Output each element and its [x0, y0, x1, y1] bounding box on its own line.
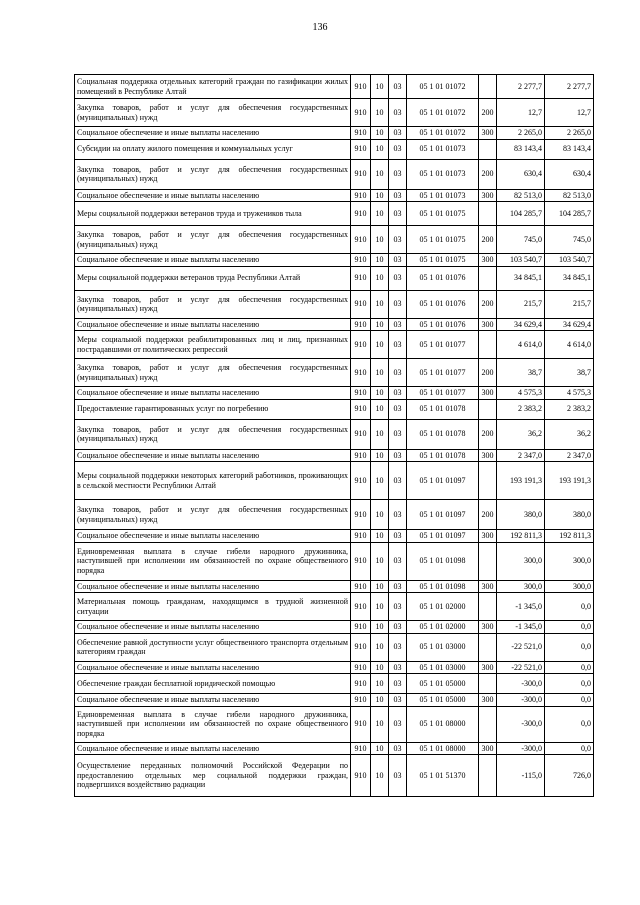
- table-row: [75, 633, 594, 661]
- row-amount-1-cell: 82 513,0: [497, 189, 545, 202]
- row-grbs-cell: 910: [351, 331, 371, 359]
- row-expense-type-cell: 200: [479, 226, 497, 254]
- row-amount-2-cell: 0,0: [545, 706, 594, 742]
- row-amount-1-cell: 2 265,0: [497, 127, 545, 140]
- row-grbs-cell: 910: [351, 706, 371, 742]
- row-subsection-cell: 03: [389, 661, 407, 674]
- row-expense-type-cell: [479, 399, 497, 419]
- row-section-cell: 10: [371, 633, 389, 661]
- row-grbs-cell: 910: [351, 674, 371, 694]
- table-row: [75, 127, 594, 140]
- budget-table-body: [75, 75, 594, 797]
- row-amount-1-cell: 380,0: [497, 500, 545, 530]
- row-section-cell: 10: [371, 226, 389, 254]
- row-expense-type-cell: [479, 139, 497, 159]
- row-name-cell: Обеспечение равной доступности услуг общественного транспорта отдельным категориям граждан: [75, 633, 351, 661]
- row-grbs-cell: 910: [351, 99, 371, 127]
- row-amount-2-cell: 2 347,0: [545, 449, 594, 462]
- row-target-article-cell: 05 1 01 01078: [407, 419, 479, 449]
- table-row: [75, 449, 594, 462]
- row-section-cell: 10: [371, 254, 389, 267]
- row-subsection-cell: 03: [389, 139, 407, 159]
- row-amount-2-cell: 83 143,4: [545, 139, 594, 159]
- row-target-article-cell: 05 1 01 01072: [407, 99, 479, 127]
- row-subsection-cell: 03: [389, 542, 407, 580]
- row-amount-1-cell: 215,7: [497, 290, 545, 318]
- table-row: [75, 139, 594, 159]
- row-name-cell: Осуществление переданных полномочий Российской Федерации по предоставлению отдельных мер социальной поддержки граждан, подвергшихся воздействию радиации: [75, 755, 351, 797]
- row-amount-1-cell: 34 629,4: [497, 318, 545, 331]
- table-row: [75, 202, 594, 226]
- row-section-cell: 10: [371, 202, 389, 226]
- row-name-cell: Социальное обеспечение и иные выплаты населению: [75, 621, 351, 634]
- row-subsection-cell: 03: [389, 331, 407, 359]
- row-amount-1-cell: -300,0: [497, 674, 545, 694]
- row-target-article-cell: 05 1 01 01076: [407, 266, 479, 290]
- row-target-article-cell: 05 1 01 08000: [407, 706, 479, 742]
- row-section-cell: 10: [371, 500, 389, 530]
- row-amount-2-cell: 34 629,4: [545, 318, 594, 331]
- row-section-cell: 10: [371, 266, 389, 290]
- row-grbs-cell: 910: [351, 254, 371, 267]
- row-expense-type-cell: [479, 331, 497, 359]
- table-row: [75, 419, 594, 449]
- row-target-article-cell: 05 1 01 05000: [407, 694, 479, 707]
- row-amount-2-cell: 34 845,1: [545, 266, 594, 290]
- row-subsection-cell: 03: [389, 189, 407, 202]
- row-name-cell: Субсидии на оплату жилого помещения и коммунальных услуг: [75, 139, 351, 159]
- row-expense-type-cell: 200: [479, 419, 497, 449]
- row-section-cell: 10: [371, 530, 389, 543]
- row-amount-1-cell: 300,0: [497, 542, 545, 580]
- table-row: [75, 755, 594, 797]
- row-target-article-cell: 05 1 01 01073: [407, 189, 479, 202]
- row-amount-1-cell: 104 285,7: [497, 202, 545, 226]
- row-subsection-cell: 03: [389, 742, 407, 755]
- row-amount-1-cell: 2 277,7: [497, 75, 545, 99]
- row-expense-type-cell: [479, 755, 497, 797]
- row-target-article-cell: 05 1 01 02000: [407, 593, 479, 621]
- row-expense-type-cell: [479, 75, 497, 99]
- row-section-cell: 10: [371, 661, 389, 674]
- row-amount-2-cell: 4 614,0: [545, 331, 594, 359]
- row-name-cell: Социальное обеспечение и иные выплаты населению: [75, 694, 351, 707]
- row-target-article-cell: 05 1 01 01072: [407, 127, 479, 140]
- row-target-article-cell: 05 1 01 01077: [407, 359, 479, 387]
- row-subsection-cell: 03: [389, 621, 407, 634]
- row-grbs-cell: 910: [351, 226, 371, 254]
- row-target-article-cell: 05 1 01 01098: [407, 542, 479, 580]
- row-name-cell: Социальное обеспечение и иные выплаты населению: [75, 449, 351, 462]
- table-row: [75, 530, 594, 543]
- row-amount-1-cell: 83 143,4: [497, 139, 545, 159]
- row-grbs-cell: 910: [351, 419, 371, 449]
- row-grbs-cell: 910: [351, 127, 371, 140]
- row-expense-type-cell: [479, 462, 497, 500]
- row-amount-2-cell: 4 575,3: [545, 387, 594, 400]
- row-target-article-cell: 05 1 01 03000: [407, 633, 479, 661]
- row-amount-1-cell: -300,0: [497, 742, 545, 755]
- row-section-cell: 10: [371, 99, 389, 127]
- row-name-cell: Социальное обеспечение и иные выплаты населению: [75, 580, 351, 593]
- row-expense-type-cell: 300: [479, 694, 497, 707]
- row-amount-2-cell: 630,4: [545, 159, 594, 189]
- row-expense-type-cell: 300: [479, 254, 497, 267]
- row-section-cell: 10: [371, 674, 389, 694]
- row-grbs-cell: 910: [351, 266, 371, 290]
- row-section-cell: 10: [371, 742, 389, 755]
- row-expense-type-cell: 300: [479, 127, 497, 140]
- row-amount-2-cell: 745,0: [545, 226, 594, 254]
- row-name-cell: Материальная помощь гражданам, находящимся в трудной жизненной ситуации: [75, 593, 351, 621]
- row-section-cell: 10: [371, 755, 389, 797]
- row-subsection-cell: 03: [389, 500, 407, 530]
- row-subsection-cell: 03: [389, 290, 407, 318]
- row-grbs-cell: 910: [351, 580, 371, 593]
- row-section-cell: 10: [371, 139, 389, 159]
- page-number: 136: [312, 22, 328, 33]
- table-row: [75, 661, 594, 674]
- row-subsection-cell: 03: [389, 359, 407, 387]
- row-amount-2-cell: 300,0: [545, 542, 594, 580]
- row-amount-1-cell: -300,0: [497, 694, 545, 707]
- table-row: [75, 387, 594, 400]
- row-amount-2-cell: 82 513,0: [545, 189, 594, 202]
- row-amount-1-cell: -300,0: [497, 706, 545, 742]
- table-row: [75, 99, 594, 127]
- row-amount-1-cell: 193 191,3: [497, 462, 545, 500]
- row-amount-1-cell: 34 845,1: [497, 266, 545, 290]
- row-name-cell: Меры социальной поддержки некоторых категорий работников, проживающих в сельской местности Республики Алтай: [75, 462, 351, 500]
- row-section-cell: 10: [371, 694, 389, 707]
- row-subsection-cell: 03: [389, 202, 407, 226]
- row-name-cell: Меры социальной поддержки реабилитированных лиц и лиц, признанных пострадавшими от политических репрессий: [75, 331, 351, 359]
- row-subsection-cell: 03: [389, 75, 407, 99]
- row-amount-2-cell: 0,0: [545, 742, 594, 755]
- table-row: [75, 742, 594, 755]
- row-section-cell: 10: [371, 359, 389, 387]
- row-expense-type-cell: 300: [479, 318, 497, 331]
- row-amount-2-cell: 2 265,0: [545, 127, 594, 140]
- row-subsection-cell: 03: [389, 674, 407, 694]
- row-subsection-cell: 03: [389, 127, 407, 140]
- row-amount-2-cell: 36,2: [545, 419, 594, 449]
- row-name-cell: Закупка товаров, работ и услуг для обеспечения государственных (муниципальных) нужд: [75, 290, 351, 318]
- row-amount-2-cell: 215,7: [545, 290, 594, 318]
- row-name-cell: Единовременная выплата в случае гибели народного дружинника, наступившей при исполнении им обязанностей по охране общественного порядка: [75, 542, 351, 580]
- row-grbs-cell: 910: [351, 500, 371, 530]
- row-name-cell: Социальное обеспечение и иные выплаты населению: [75, 254, 351, 267]
- row-target-article-cell: 05 1 01 01073: [407, 159, 479, 189]
- table-row: [75, 621, 594, 634]
- row-grbs-cell: 910: [351, 742, 371, 755]
- row-target-article-cell: 05 1 01 01097: [407, 462, 479, 500]
- row-amount-1-cell: 4 575,3: [497, 387, 545, 400]
- row-name-cell: Закупка товаров, работ и услуг для обеспечения государственных (муниципальных) нужд: [75, 159, 351, 189]
- row-amount-2-cell: 38,7: [545, 359, 594, 387]
- row-subsection-cell: 03: [389, 462, 407, 500]
- table-row: [75, 706, 594, 742]
- row-expense-type-cell: [479, 202, 497, 226]
- row-grbs-cell: 910: [351, 542, 371, 580]
- row-target-article-cell: 05 1 01 01098: [407, 580, 479, 593]
- row-target-article-cell: 05 1 01 01076: [407, 318, 479, 331]
- row-target-article-cell: 05 1 01 01075: [407, 254, 479, 267]
- row-grbs-cell: 910: [351, 530, 371, 543]
- row-name-cell: Социальное обеспечение и иные выплаты населению: [75, 189, 351, 202]
- row-subsection-cell: 03: [389, 706, 407, 742]
- row-subsection-cell: 03: [389, 633, 407, 661]
- row-amount-1-cell: 2 383,2: [497, 399, 545, 419]
- row-amount-1-cell: -1 345,0: [497, 593, 545, 621]
- row-target-article-cell: 05 1 01 02000: [407, 621, 479, 634]
- table-row: [75, 75, 594, 99]
- row-name-cell: Социальное обеспечение и иные выплаты населению: [75, 387, 351, 400]
- row-amount-1-cell: -22 521,0: [497, 633, 545, 661]
- row-grbs-cell: 910: [351, 159, 371, 189]
- row-grbs-cell: 910: [351, 290, 371, 318]
- row-target-article-cell: 05 1 01 01078: [407, 399, 479, 419]
- row-target-article-cell: 05 1 01 05000: [407, 674, 479, 694]
- row-expense-type-cell: 200: [479, 290, 497, 318]
- row-amount-2-cell: 12,7: [545, 99, 594, 127]
- row-grbs-cell: 910: [351, 462, 371, 500]
- row-target-article-cell: 05 1 01 01073: [407, 139, 479, 159]
- row-expense-type-cell: 300: [479, 621, 497, 634]
- row-amount-2-cell: 0,0: [545, 661, 594, 674]
- row-grbs-cell: 910: [351, 75, 371, 99]
- row-grbs-cell: 910: [351, 661, 371, 674]
- row-amount-1-cell: 12,7: [497, 99, 545, 127]
- row-name-cell: Обеспечение граждан бесплатной юридической помощью: [75, 674, 351, 694]
- row-section-cell: 10: [371, 290, 389, 318]
- row-grbs-cell: 910: [351, 694, 371, 707]
- row-section-cell: 10: [371, 462, 389, 500]
- row-section-cell: 10: [371, 580, 389, 593]
- row-expense-type-cell: 300: [479, 387, 497, 400]
- table-row: [75, 399, 594, 419]
- row-grbs-cell: 910: [351, 755, 371, 797]
- row-amount-1-cell: 36,2: [497, 419, 545, 449]
- row-name-cell: Социальное обеспечение и иные выплаты населению: [75, 127, 351, 140]
- row-target-article-cell: 05 1 01 01076: [407, 290, 479, 318]
- row-expense-type-cell: 300: [479, 530, 497, 543]
- row-section-cell: 10: [371, 159, 389, 189]
- row-amount-2-cell: 193 191,3: [545, 462, 594, 500]
- table-row: [75, 159, 594, 189]
- row-section-cell: 10: [371, 399, 389, 419]
- row-amount-1-cell: 300,0: [497, 580, 545, 593]
- row-amount-1-cell: 2 347,0: [497, 449, 545, 462]
- row-amount-2-cell: 0,0: [545, 674, 594, 694]
- row-name-cell: Закупка товаров, работ и услуг для обеспечения государственных (муниципальных) нужд: [75, 500, 351, 530]
- row-target-article-cell: 05 1 01 01075: [407, 202, 479, 226]
- row-subsection-cell: 03: [389, 530, 407, 543]
- row-expense-type-cell: 300: [479, 580, 497, 593]
- row-amount-2-cell: 192 811,3: [545, 530, 594, 543]
- row-name-cell: Социальное обеспечение и иные выплаты населению: [75, 661, 351, 674]
- table-row: [75, 254, 594, 267]
- row-expense-type-cell: [479, 706, 497, 742]
- row-name-cell: Социальное обеспечение и иные выплаты населению: [75, 742, 351, 755]
- row-subsection-cell: 03: [389, 226, 407, 254]
- table-row: [75, 500, 594, 530]
- row-grbs-cell: 910: [351, 318, 371, 331]
- row-amount-2-cell: 0,0: [545, 621, 594, 634]
- row-subsection-cell: 03: [389, 580, 407, 593]
- row-expense-type-cell: 200: [479, 500, 497, 530]
- row-target-article-cell: 05 1 01 01097: [407, 500, 479, 530]
- row-grbs-cell: 910: [351, 633, 371, 661]
- table-row: [75, 674, 594, 694]
- budget-table: [74, 74, 594, 797]
- row-name-cell: Меры социальной поддержки ветеранов труда Республики Алтай: [75, 266, 351, 290]
- row-subsection-cell: 03: [389, 449, 407, 462]
- table-row: [75, 593, 594, 621]
- row-amount-1-cell: -1 345,0: [497, 621, 545, 634]
- row-expense-type-cell: 300: [479, 661, 497, 674]
- row-subsection-cell: 03: [389, 399, 407, 419]
- row-grbs-cell: 910: [351, 593, 371, 621]
- row-name-cell: Меры социальной поддержки ветеранов труда и тружеников тыла: [75, 202, 351, 226]
- row-target-article-cell: 05 1 01 01072: [407, 75, 479, 99]
- row-expense-type-cell: 300: [479, 449, 497, 462]
- row-section-cell: 10: [371, 331, 389, 359]
- table-row: [75, 331, 594, 359]
- row-expense-type-cell: 200: [479, 159, 497, 189]
- row-amount-1-cell: 745,0: [497, 226, 545, 254]
- row-grbs-cell: 910: [351, 359, 371, 387]
- row-grbs-cell: 910: [351, 202, 371, 226]
- row-name-cell: Закупка товаров, работ и услуг для обеспечения государственных (муниципальных) нужд: [75, 359, 351, 387]
- row-target-article-cell: 05 1 01 01078: [407, 449, 479, 462]
- row-section-cell: 10: [371, 621, 389, 634]
- row-subsection-cell: 03: [389, 266, 407, 290]
- row-section-cell: 10: [371, 593, 389, 621]
- row-section-cell: 10: [371, 542, 389, 580]
- row-expense-type-cell: 200: [479, 99, 497, 127]
- row-grbs-cell: 910: [351, 621, 371, 634]
- row-amount-2-cell: 0,0: [545, 694, 594, 707]
- table-row: [75, 694, 594, 707]
- row-name-cell: Социальное обеспечение и иные выплаты населению: [75, 318, 351, 331]
- row-amount-1-cell: -115,0: [497, 755, 545, 797]
- row-expense-type-cell: [479, 266, 497, 290]
- row-name-cell: Закупка товаров, работ и услуг для обеспечения государственных (муниципальных) нужд: [75, 226, 351, 254]
- row-section-cell: 10: [371, 127, 389, 140]
- row-amount-2-cell: 380,0: [545, 500, 594, 530]
- row-amount-2-cell: 2 383,2: [545, 399, 594, 419]
- row-subsection-cell: 03: [389, 387, 407, 400]
- row-expense-type-cell: [479, 542, 497, 580]
- row-section-cell: 10: [371, 189, 389, 202]
- row-expense-type-cell: [479, 633, 497, 661]
- row-grbs-cell: 910: [351, 387, 371, 400]
- row-amount-2-cell: 0,0: [545, 633, 594, 661]
- row-subsection-cell: 03: [389, 254, 407, 267]
- row-expense-type-cell: [479, 593, 497, 621]
- row-expense-type-cell: [479, 674, 497, 694]
- table-row: [75, 462, 594, 500]
- table-row: [75, 290, 594, 318]
- row-amount-2-cell: 300,0: [545, 580, 594, 593]
- row-target-article-cell: 05 1 01 51370: [407, 755, 479, 797]
- row-grbs-cell: 910: [351, 449, 371, 462]
- table-row: [75, 189, 594, 202]
- table-row: [75, 266, 594, 290]
- row-target-article-cell: 05 1 01 01077: [407, 331, 479, 359]
- row-expense-type-cell: 300: [479, 189, 497, 202]
- row-amount-1-cell: 630,4: [497, 159, 545, 189]
- row-section-cell: 10: [371, 75, 389, 99]
- row-section-cell: 10: [371, 318, 389, 331]
- row-expense-type-cell: 200: [479, 359, 497, 387]
- table-row: [75, 226, 594, 254]
- row-amount-1-cell: 192 811,3: [497, 530, 545, 543]
- row-amount-2-cell: 103 540,7: [545, 254, 594, 267]
- row-name-cell: Закупка товаров, работ и услуг для обеспечения государственных (муниципальных) нужд: [75, 419, 351, 449]
- row-name-cell: Единовременная выплата в случае гибели народного дружинника, наступившей при исполнении им обязанностей по охране общественного порядка: [75, 706, 351, 742]
- row-amount-2-cell: 0,0: [545, 593, 594, 621]
- row-grbs-cell: 910: [351, 399, 371, 419]
- row-amount-2-cell: 104 285,7: [545, 202, 594, 226]
- row-amount-1-cell: -22 521,0: [497, 661, 545, 674]
- table-row: [75, 580, 594, 593]
- row-name-cell: Социальная поддержка отдельных категорий граждан по газификации жилых помещений в Республике Алтай: [75, 75, 351, 99]
- row-name-cell: Социальное обеспечение и иные выплаты населению: [75, 530, 351, 543]
- table-row: [75, 542, 594, 580]
- row-target-article-cell: 05 1 01 03000: [407, 661, 479, 674]
- row-amount-2-cell: 726,0: [545, 755, 594, 797]
- row-section-cell: 10: [371, 419, 389, 449]
- row-subsection-cell: 03: [389, 99, 407, 127]
- table-row: [75, 359, 594, 387]
- row-grbs-cell: 910: [351, 189, 371, 202]
- row-subsection-cell: 03: [389, 755, 407, 797]
- row-amount-1-cell: 103 540,7: [497, 254, 545, 267]
- row-subsection-cell: 03: [389, 694, 407, 707]
- row-amount-2-cell: 2 277,7: [545, 75, 594, 99]
- row-expense-type-cell: 300: [479, 742, 497, 755]
- row-grbs-cell: 910: [351, 139, 371, 159]
- row-subsection-cell: 03: [389, 159, 407, 189]
- row-target-article-cell: 05 1 01 01097: [407, 530, 479, 543]
- row-name-cell: Предоставление гарантированных услуг по погребению: [75, 399, 351, 419]
- row-subsection-cell: 03: [389, 318, 407, 331]
- row-subsection-cell: 03: [389, 593, 407, 621]
- row-section-cell: 10: [371, 706, 389, 742]
- row-section-cell: 10: [371, 387, 389, 400]
- row-subsection-cell: 03: [389, 419, 407, 449]
- table-row: [75, 318, 594, 331]
- row-target-article-cell: 05 1 01 08000: [407, 742, 479, 755]
- row-section-cell: 10: [371, 449, 389, 462]
- row-name-cell: Закупка товаров, работ и услуг для обеспечения государственных (муниципальных) нужд: [75, 99, 351, 127]
- row-amount-1-cell: 4 614,0: [497, 331, 545, 359]
- row-target-article-cell: 05 1 01 01075: [407, 226, 479, 254]
- row-target-article-cell: 05 1 01 01077: [407, 387, 479, 400]
- row-amount-1-cell: 38,7: [497, 359, 545, 387]
